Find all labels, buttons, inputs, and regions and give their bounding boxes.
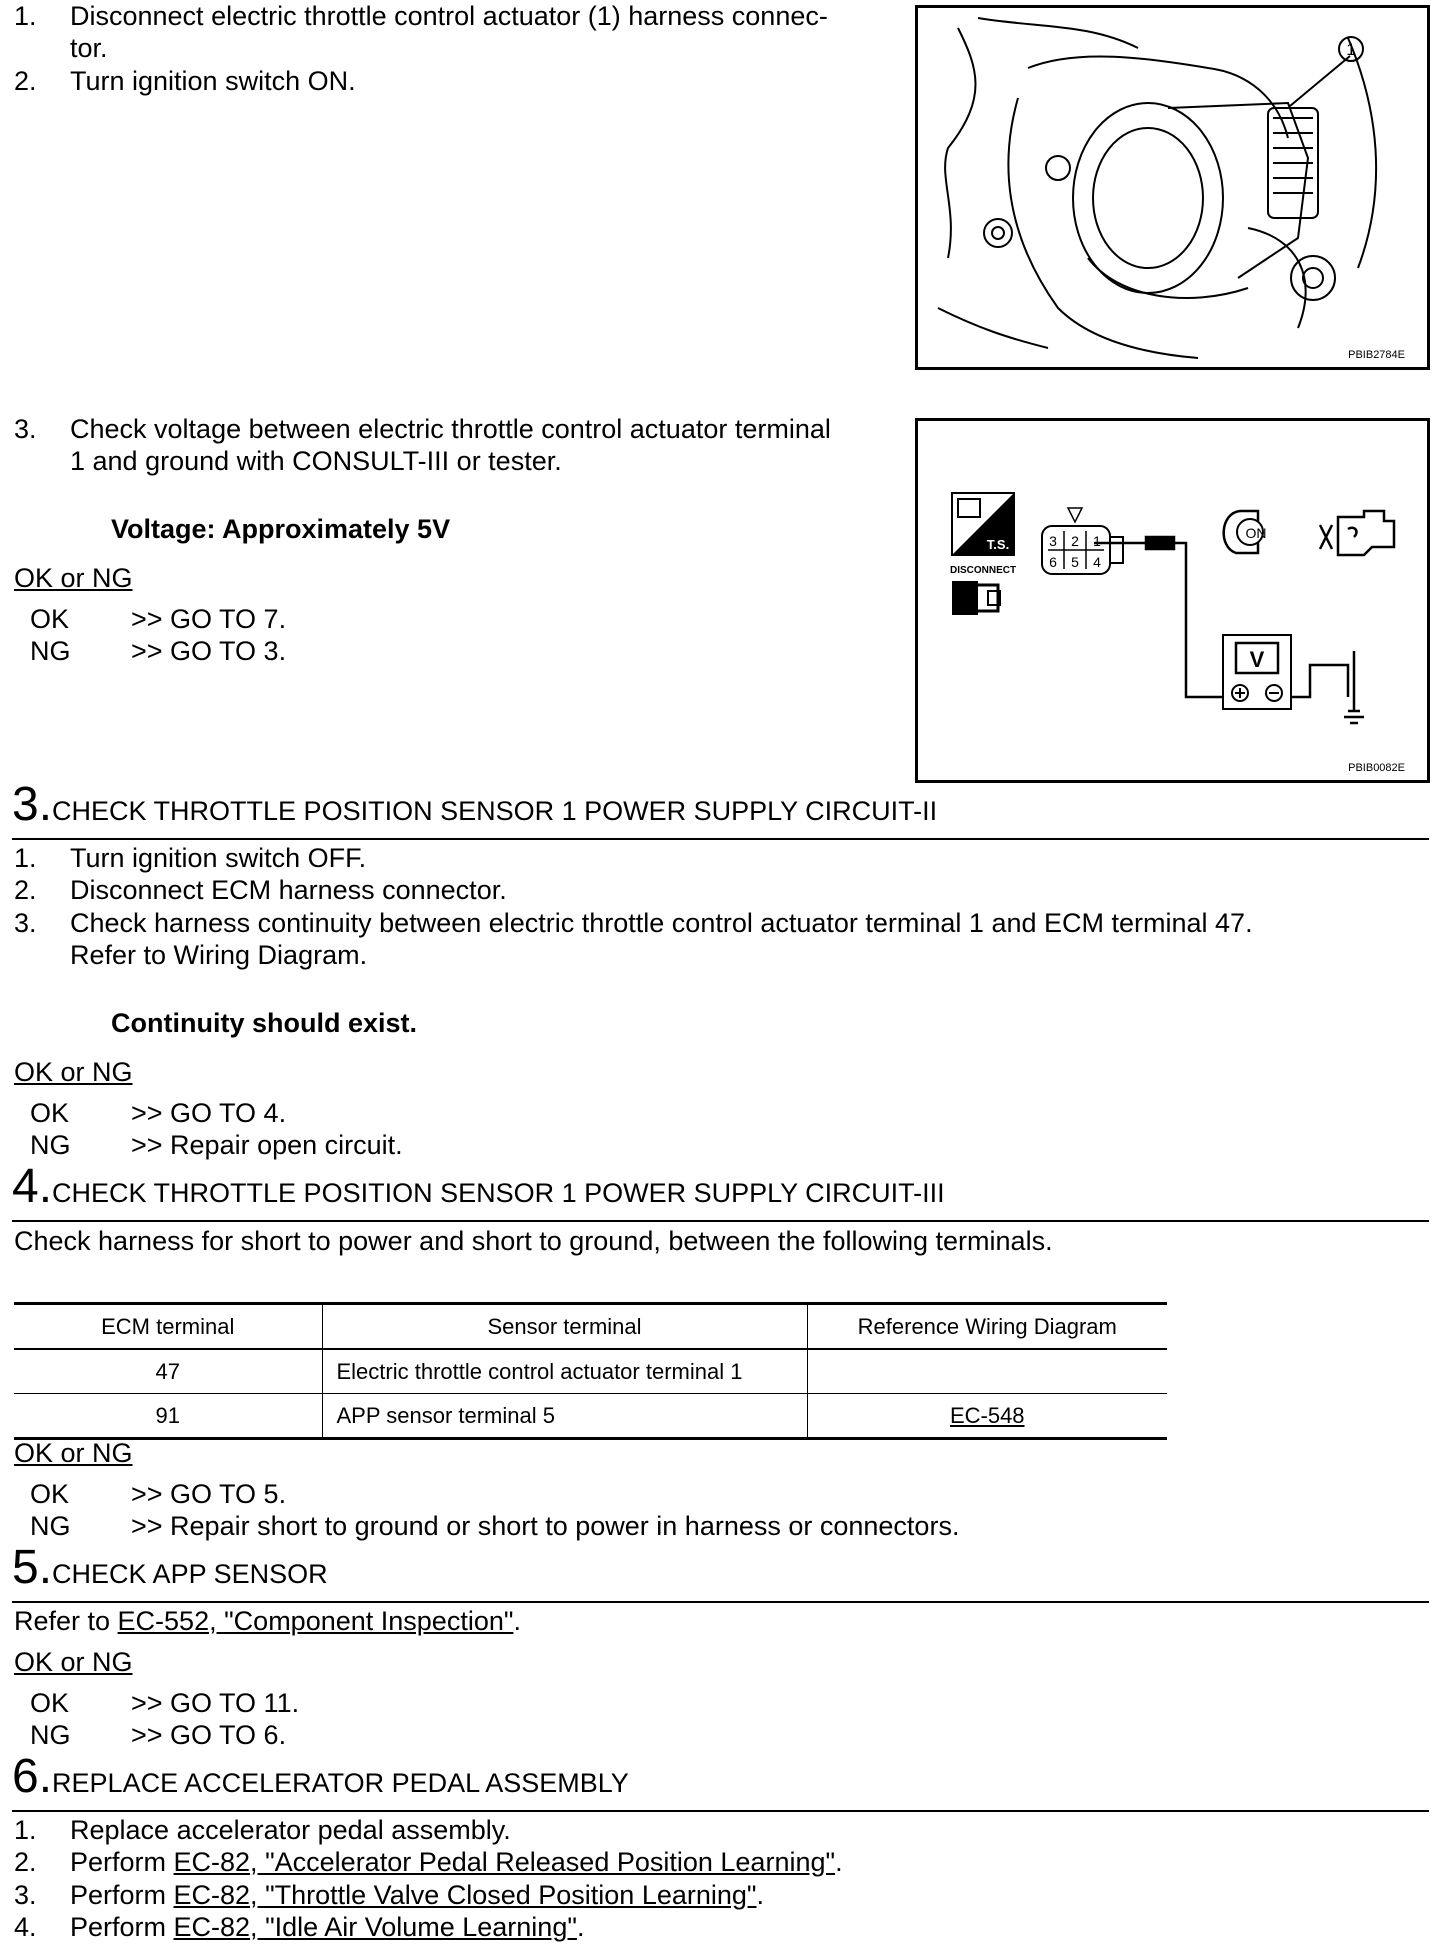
ng-label: NG	[30, 1720, 71, 1750]
svg-text:4: 4	[1093, 554, 1101, 570]
svg-text:1: 1	[1093, 533, 1101, 549]
ok-action: >> GO TO 5.	[131, 1479, 287, 1509]
svg-text:2: 2	[1071, 533, 1079, 549]
perform-prefix: Perform	[70, 1880, 174, 1910]
step-title: REPLACE ACCELERATOR PEDAL ASSEMBLY	[52, 1768, 629, 1798]
ok-or-ng-label: OK or NG	[14, 563, 133, 593]
svg-text:T.S.: T.S.	[986, 537, 1010, 552]
list-item-text	[70, 1911, 584, 1943]
pedal-learning-link[interactable]: EC-82, "Accelerator Pedal Released Position Learning"	[173, 1847, 836, 1877]
disconnect-label: DISCONNECT	[950, 565, 1017, 576]
disconnect-connector-icon	[952, 581, 1000, 615]
ok-or-ng-label: OK or NG	[14, 1647, 133, 1677]
list-item-text: Replace accelerator pedal assembly.	[70, 1815, 511, 1845]
ok-or-ng-label: OK or NG	[14, 1057, 133, 1087]
list-number: 1.	[14, 843, 37, 873]
throttle-learning-link[interactable]: EC-82, "Throttle Valve Closed Position Learning"	[173, 1880, 757, 1910]
ok-label: OK	[30, 1098, 70, 1128]
figure-code: PBIB2784E	[1348, 349, 1405, 361]
list-item-text	[70, 1846, 843, 1878]
refer-line	[14, 1605, 521, 1637]
list-number: 4.	[14, 1912, 37, 1942]
step-5-header	[12, 1543, 328, 1595]
component-inspection-link[interactable]: EC-552, "Component Inspection"	[117, 1606, 514, 1636]
list-item-text: Check voltage between electric throttle control actuator terminal	[70, 414, 831, 444]
throttle-actuator-figure	[915, 5, 1430, 370]
table-cell: APP sensor terminal 5	[322, 1394, 807, 1439]
list-number: 2.	[14, 66, 37, 96]
step-6-header	[12, 1752, 629, 1804]
callout-label: 1	[1346, 40, 1356, 59]
svg-text:V: V	[1249, 647, 1265, 672]
list-number: 1.	[14, 1815, 37, 1845]
step-number: 5.	[12, 1541, 53, 1594]
connector-face	[1042, 508, 1123, 574]
list-item-text: Disconnect ECM harness connector.	[70, 875, 507, 905]
ok-label: OK	[30, 1479, 70, 1509]
perform-prefix: Perform	[70, 1847, 174, 1877]
list-item-text: 1 and ground with CONSULT-III or tester.	[70, 446, 562, 476]
item-suffix: .	[576, 1912, 585, 1942]
ng-label: NG	[30, 1130, 71, 1160]
list-item-text: Turn ignition switch ON.	[70, 66, 356, 96]
item-suffix: .	[835, 1847, 843, 1877]
section-divider	[12, 1220, 1429, 1222]
figure-code: PBIB0082E	[1348, 762, 1405, 774]
list-item-text: Disconnect electric throttle control actuator (1) harness connec-	[70, 1, 828, 31]
list-number: 1.	[14, 1, 37, 31]
list-item-text: Check harness continuity between electric throttle control actuator terminal 1 and ECM terminal 47.	[70, 908, 1253, 938]
section-divider	[12, 1601, 1429, 1603]
step-4-header	[12, 1162, 945, 1214]
refer-suffix: .	[513, 1606, 521, 1636]
ok-action: >> GO TO 11.	[131, 1688, 300, 1718]
voltage-check-figure	[915, 418, 1430, 783]
table-header-row	[14, 1304, 1167, 1350]
step-3-header	[12, 780, 937, 832]
ts-badge-icon	[952, 493, 1014, 555]
list-item-text: tor.	[70, 33, 108, 63]
table-cell: Electric throttle control actuator terminal 1	[322, 1349, 807, 1394]
section-divider	[12, 838, 1429, 840]
ok-action: >> GO TO 4.	[131, 1098, 287, 1128]
ok-label: OK	[30, 604, 70, 634]
list-number: 3.	[14, 1880, 37, 1910]
list-number: 3.	[14, 414, 37, 444]
step-number: 6.	[12, 1750, 53, 1803]
item-suffix: .	[756, 1880, 765, 1910]
ng-label: NG	[30, 1511, 71, 1541]
wiring-diagram-link[interactable]: EC-548	[949, 1402, 1025, 1428]
step-title: CHECK THROTTLE POSITION SENSOR 1 POWER SUPPLY CIRCUIT-II	[52, 796, 938, 826]
list-item-text: Refer to Wiring Diagram.	[70, 940, 368, 970]
ng-action: >> Repair short to ground or short to power in harness or connectors.	[131, 1511, 960, 1541]
table-cell: 91	[14, 1394, 322, 1439]
ng-action: >> Repair open circuit.	[131, 1130, 403, 1160]
step-number: 4.	[12, 1160, 53, 1213]
ok-label: OK	[30, 1688, 70, 1718]
spec-voltage: Voltage: Approximately 5V	[111, 514, 451, 544]
ng-action: >> GO TO 6.	[131, 1720, 287, 1750]
svg-text:3: 3	[1049, 533, 1057, 549]
list-number: 2.	[14, 1847, 37, 1877]
list-item-text	[70, 1879, 764, 1911]
ok-or-ng-label: OK or NG	[14, 1438, 133, 1468]
svg-text:ON: ON	[1245, 525, 1267, 541]
svg-text:6: 6	[1049, 554, 1057, 570]
step-4-intro: Check harness for short to power and short to ground, between the following terminals.	[14, 1226, 1053, 1256]
step-title: CHECK THROTTLE POSITION SENSOR 1 POWER SUPPLY CIRCUIT-III	[52, 1178, 945, 1208]
ignition-on-icon	[1224, 511, 1267, 553]
step-title: CHECK APP SENSOR	[52, 1559, 328, 1589]
engine-icon	[1320, 511, 1394, 555]
ng-action: >> GO TO 3.	[131, 636, 287, 666]
column-header: ECM terminal	[14, 1304, 322, 1350]
column-header: Sensor terminal	[322, 1304, 807, 1350]
ok-action: >> GO TO 7.	[131, 604, 287, 634]
step-number: 3.	[12, 778, 53, 831]
table-cell: 47	[14, 1349, 322, 1394]
list-number: 2.	[14, 875, 37, 905]
table-cell	[807, 1349, 1167, 1394]
table-row	[14, 1349, 1167, 1394]
engine-illustration	[918, 8, 1427, 367]
terminal-table	[14, 1302, 1167, 1440]
list-number: 3.	[14, 908, 37, 938]
svg-text:5: 5	[1071, 554, 1079, 570]
list-item-text: Turn ignition switch OFF.	[70, 843, 367, 873]
perform-prefix: Perform	[70, 1912, 174, 1942]
section-divider	[12, 1810, 1429, 1812]
idle-air-learning-link[interactable]: EC-82, "Idle Air Volume Learning"	[173, 1912, 577, 1942]
spec-continuity: Continuity should exist.	[111, 1008, 418, 1038]
ng-label: NG	[30, 636, 71, 666]
table-row	[14, 1394, 1167, 1439]
voltmeter-icon	[1223, 635, 1291, 709]
voltage-check-diagram	[918, 421, 1427, 780]
column-header: Reference Wiring Diagram	[807, 1304, 1167, 1350]
refer-prefix: Refer to	[14, 1606, 118, 1636]
